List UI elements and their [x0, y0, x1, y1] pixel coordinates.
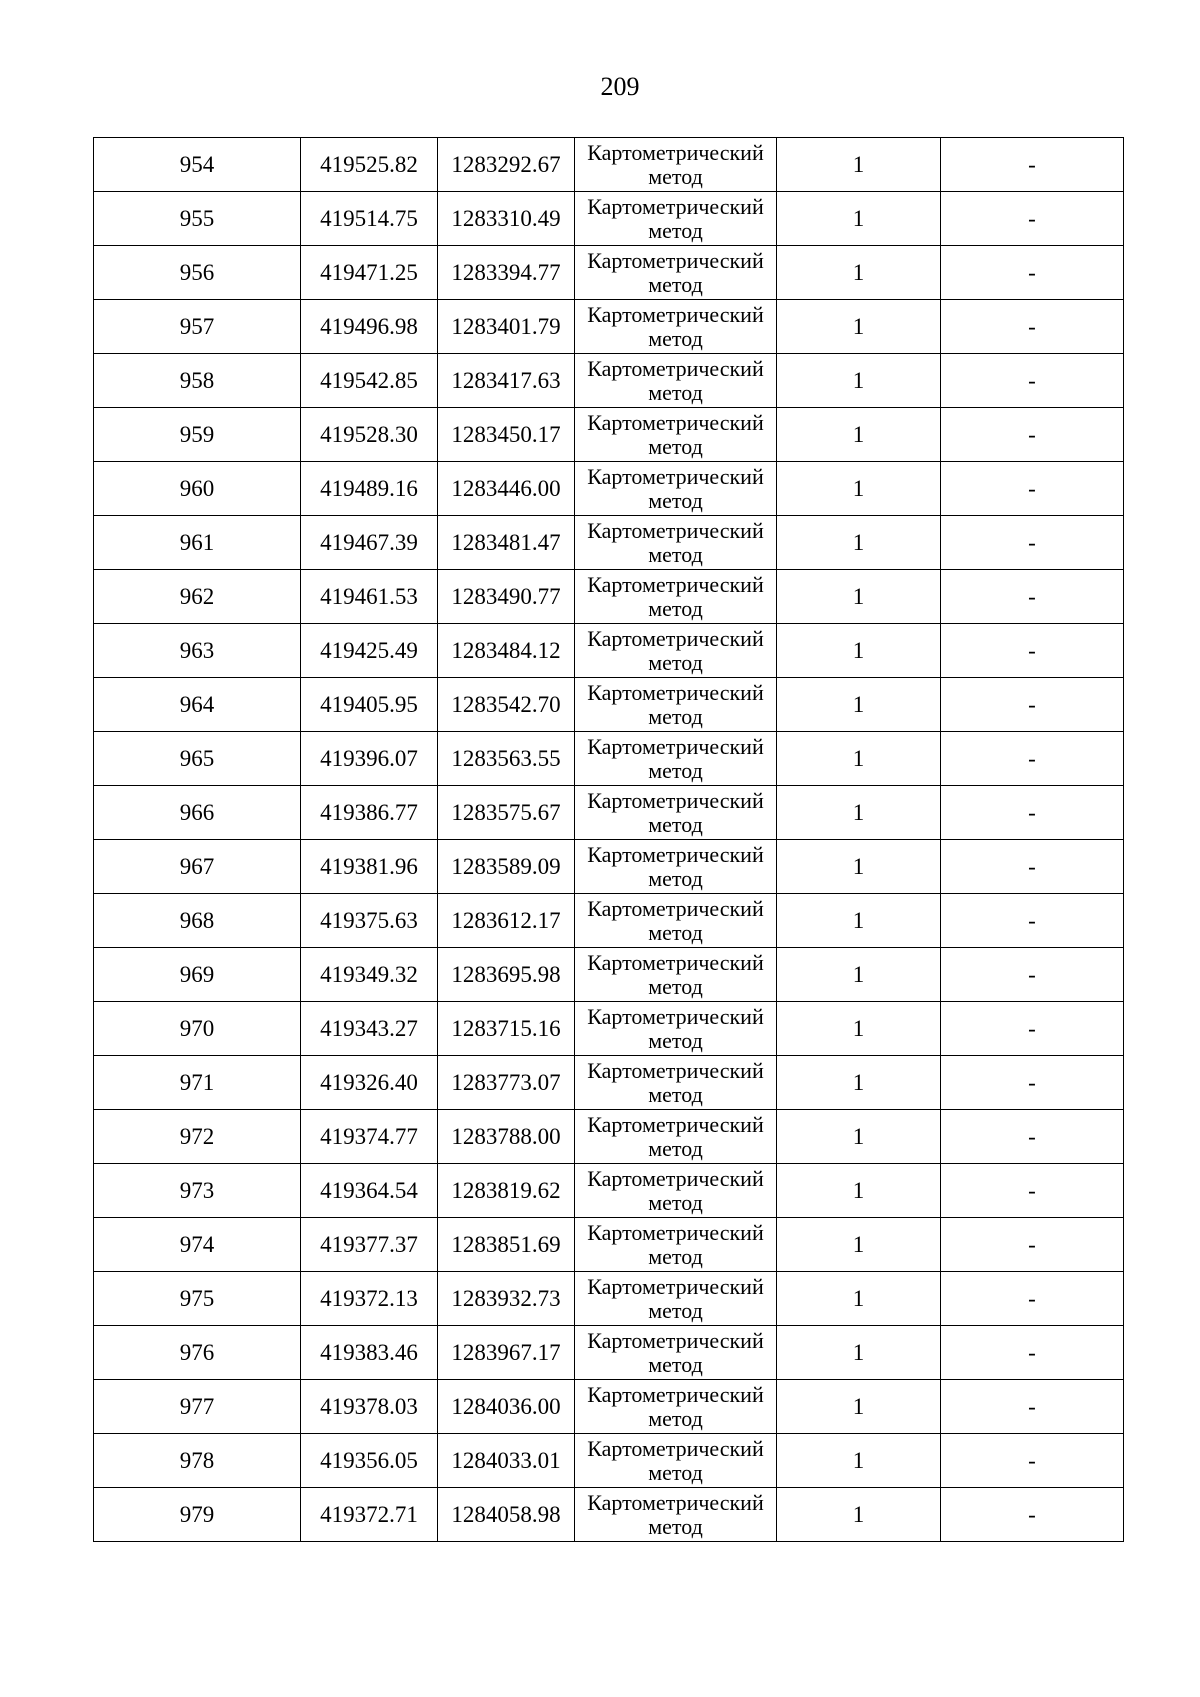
method-label-line2: метод: [648, 163, 703, 189]
method-label-line2: метод: [648, 1351, 703, 1377]
note-cell: -: [941, 300, 1124, 354]
table-row: [94, 192, 1124, 246]
table-row: [94, 1326, 1124, 1380]
accuracy-cell: 1: [777, 1002, 941, 1056]
method-label-line1: Картометрический: [587, 463, 764, 489]
method-label-line2: метод: [648, 1027, 703, 1053]
method-label-line2: метод: [648, 1189, 703, 1215]
coordinate-x-cell: 419467.39: [301, 516, 438, 570]
method-label-line2: метод: [648, 595, 703, 621]
point-number-cell: 977: [94, 1380, 301, 1434]
method-label-line1: Картометрический: [587, 1219, 764, 1245]
coordinate-x-cell: 419386.77: [301, 786, 438, 840]
method-cell: [575, 408, 777, 462]
method-cell: [575, 678, 777, 732]
method-cell: [575, 1434, 777, 1488]
method-label-line1: Картометрический: [587, 895, 764, 921]
method-cell: [575, 1218, 777, 1272]
coordinate-x-cell: 419356.05: [301, 1434, 438, 1488]
table-row: [94, 246, 1124, 300]
method-label-line2: метод: [648, 379, 703, 405]
point-number-cell: 974: [94, 1218, 301, 1272]
coordinate-x-cell: 419349.32: [301, 948, 438, 1002]
point-number-cell: 963: [94, 624, 301, 678]
method-label-line2: метод: [648, 325, 703, 351]
coordinate-y-cell: 1284033.01: [438, 1434, 575, 1488]
coordinate-x-cell: 419525.82: [301, 138, 438, 192]
accuracy-cell: 1: [777, 1326, 941, 1380]
coordinate-x-cell: 419542.85: [301, 354, 438, 408]
method-cell: [575, 570, 777, 624]
point-number-cell: 975: [94, 1272, 301, 1326]
method-label-line2: метод: [648, 865, 703, 891]
accuracy-cell: 1: [777, 1218, 941, 1272]
table-row: [94, 300, 1124, 354]
method-label-line1: Картометрический: [587, 571, 764, 597]
coordinate-x-cell: 419326.40: [301, 1056, 438, 1110]
point-number-cell: 967: [94, 840, 301, 894]
note-cell: -: [941, 624, 1124, 678]
accuracy-cell: 1: [777, 1110, 941, 1164]
method-label-line1: Картометрический: [587, 787, 764, 813]
accuracy-cell: 1: [777, 462, 941, 516]
coordinate-y-cell: 1283481.47: [438, 516, 575, 570]
table-row: [94, 948, 1124, 1002]
accuracy-cell: 1: [777, 354, 941, 408]
table-row: [94, 1434, 1124, 1488]
table-row: [94, 786, 1124, 840]
point-number-cell: 956: [94, 246, 301, 300]
accuracy-cell: 1: [777, 246, 941, 300]
point-number-cell: 964: [94, 678, 301, 732]
method-label-line1: Картометрический: [587, 625, 764, 651]
accuracy-cell: 1: [777, 624, 941, 678]
table-row: [94, 894, 1124, 948]
method-cell: [575, 1488, 777, 1542]
note-cell: -: [941, 408, 1124, 462]
table-row: [94, 1380, 1124, 1434]
method-label-line1: Картометрический: [587, 1489, 764, 1515]
accuracy-cell: 1: [777, 300, 941, 354]
coordinate-y-cell: 1283542.70: [438, 678, 575, 732]
point-number-cell: 968: [94, 894, 301, 948]
point-number-cell: 970: [94, 1002, 301, 1056]
note-cell: -: [941, 732, 1124, 786]
method-label-line1: Картометрический: [587, 1327, 764, 1353]
note-cell: -: [941, 1002, 1124, 1056]
method-cell: [575, 138, 777, 192]
coordinate-y-cell: 1283490.77: [438, 570, 575, 624]
method-label-line1: Картометрический: [587, 1435, 764, 1461]
note-cell: -: [941, 1434, 1124, 1488]
point-number-cell: 972: [94, 1110, 301, 1164]
method-label-line2: метод: [648, 487, 703, 513]
method-label-line1: Картометрический: [587, 409, 764, 435]
method-cell: [575, 732, 777, 786]
coordinate-x-cell: 419528.30: [301, 408, 438, 462]
coordinate-y-cell: 1284058.98: [438, 1488, 575, 1542]
method-cell: [575, 1056, 777, 1110]
accuracy-cell: 1: [777, 894, 941, 948]
point-number-cell: 955: [94, 192, 301, 246]
coordinates-table: [93, 137, 1124, 1542]
table-row: [94, 1272, 1124, 1326]
method-cell: [575, 1380, 777, 1434]
coordinate-y-cell: 1283773.07: [438, 1056, 575, 1110]
table-row: [94, 1110, 1124, 1164]
coordinate-x-cell: 419343.27: [301, 1002, 438, 1056]
note-cell: -: [941, 1164, 1124, 1218]
method-label-line2: метод: [648, 757, 703, 783]
method-label-line2: метод: [648, 433, 703, 459]
table-row: [94, 1218, 1124, 1272]
coordinate-y-cell: 1283788.00: [438, 1110, 575, 1164]
method-label-line2: метод: [648, 973, 703, 999]
note-cell: -: [941, 948, 1124, 1002]
coordinate-y-cell: 1283394.77: [438, 246, 575, 300]
coordinate-y-cell: 1283851.69: [438, 1218, 575, 1272]
table-row: [94, 408, 1124, 462]
table-row: [94, 138, 1124, 192]
point-number-cell: 965: [94, 732, 301, 786]
coordinate-y-cell: 1283695.98: [438, 948, 575, 1002]
note-cell: -: [941, 1380, 1124, 1434]
note-cell: -: [941, 894, 1124, 948]
coordinate-x-cell: 419372.13: [301, 1272, 438, 1326]
note-cell: -: [941, 1488, 1124, 1542]
method-label-line1: Картометрический: [587, 1381, 764, 1407]
method-label-line1: Картометрический: [587, 1057, 764, 1083]
coordinate-x-cell: 419375.63: [301, 894, 438, 948]
table-row: [94, 462, 1124, 516]
method-cell: [575, 516, 777, 570]
note-cell: -: [941, 1326, 1124, 1380]
point-number-cell: 961: [94, 516, 301, 570]
coordinate-y-cell: 1283292.67: [438, 138, 575, 192]
method-cell: [575, 1164, 777, 1218]
note-cell: -: [941, 678, 1124, 732]
accuracy-cell: 1: [777, 192, 941, 246]
point-number-cell: 976: [94, 1326, 301, 1380]
accuracy-cell: 1: [777, 1056, 941, 1110]
coordinate-y-cell: 1283310.49: [438, 192, 575, 246]
method-label-line1: Картометрический: [587, 1273, 764, 1299]
method-cell: [575, 894, 777, 948]
accuracy-cell: 1: [777, 1164, 941, 1218]
method-label-line1: Картометрический: [587, 247, 764, 273]
point-number-cell: 971: [94, 1056, 301, 1110]
coordinate-x-cell: 419496.98: [301, 300, 438, 354]
point-number-cell: 960: [94, 462, 301, 516]
coordinate-y-cell: 1283563.55: [438, 732, 575, 786]
note-cell: -: [941, 570, 1124, 624]
method-cell: [575, 354, 777, 408]
point-number-cell: 978: [94, 1434, 301, 1488]
method-cell: [575, 624, 777, 678]
coordinate-y-cell: 1283932.73: [438, 1272, 575, 1326]
point-number-cell: 969: [94, 948, 301, 1002]
coordinate-y-cell: 1283612.17: [438, 894, 575, 948]
accuracy-cell: 1: [777, 408, 941, 462]
point-number-cell: 962: [94, 570, 301, 624]
page-number: 209: [600, 72, 640, 101]
coordinate-x-cell: 419364.54: [301, 1164, 438, 1218]
coordinate-x-cell: 419489.16: [301, 462, 438, 516]
note-cell: -: [941, 786, 1124, 840]
table-row: [94, 354, 1124, 408]
method-label-line1: Картометрический: [587, 139, 764, 165]
method-label-line1: Картометрический: [587, 301, 764, 327]
method-label-line1: Картометрический: [587, 733, 764, 759]
method-label-line2: метод: [648, 217, 703, 243]
coordinate-x-cell: 419378.03: [301, 1380, 438, 1434]
accuracy-cell: 1: [777, 948, 941, 1002]
accuracy-cell: 1: [777, 1380, 941, 1434]
method-label-line2: метод: [648, 703, 703, 729]
method-label-line2: метод: [648, 271, 703, 297]
point-number-cell: 973: [94, 1164, 301, 1218]
coordinate-y-cell: 1283819.62: [438, 1164, 575, 1218]
accuracy-cell: 1: [777, 516, 941, 570]
point-number-cell: 957: [94, 300, 301, 354]
method-label-line2: метод: [648, 1297, 703, 1323]
point-number-cell: 958: [94, 354, 301, 408]
method-cell: [575, 840, 777, 894]
note-cell: -: [941, 840, 1124, 894]
accuracy-cell: 1: [777, 1488, 941, 1542]
method-cell: [575, 1002, 777, 1056]
accuracy-cell: 1: [777, 840, 941, 894]
coordinate-x-cell: 419374.77: [301, 1110, 438, 1164]
method-label-line2: метод: [648, 1513, 703, 1539]
method-label-line1: Картометрический: [587, 517, 764, 543]
table-row: [94, 732, 1124, 786]
method-label-line2: метод: [648, 1135, 703, 1161]
note-cell: -: [941, 1272, 1124, 1326]
method-label-line1: Картометрический: [587, 679, 764, 705]
note-cell: -: [941, 516, 1124, 570]
coordinates-table-body: [94, 138, 1124, 1542]
coordinate-y-cell: 1283589.09: [438, 840, 575, 894]
method-label-line2: метод: [648, 1243, 703, 1269]
coordinate-y-cell: 1283446.00: [438, 462, 575, 516]
method-cell: [575, 192, 777, 246]
table-row: [94, 678, 1124, 732]
coordinate-x-cell: 419471.25: [301, 246, 438, 300]
accuracy-cell: 1: [777, 1272, 941, 1326]
accuracy-cell: 1: [777, 786, 941, 840]
method-cell: [575, 786, 777, 840]
note-cell: -: [941, 1056, 1124, 1110]
note-cell: -: [941, 1218, 1124, 1272]
method-label-line2: метод: [648, 541, 703, 567]
coordinate-y-cell: 1283715.16: [438, 1002, 575, 1056]
coordinate-x-cell: 419383.46: [301, 1326, 438, 1380]
table-row: [94, 624, 1124, 678]
coordinate-x-cell: 419461.53: [301, 570, 438, 624]
method-label-line1: Картометрический: [587, 1003, 764, 1029]
coordinate-x-cell: 419372.71: [301, 1488, 438, 1542]
coordinate-y-cell: 1283575.67: [438, 786, 575, 840]
table-row: [94, 1164, 1124, 1218]
method-label-line2: метод: [648, 1459, 703, 1485]
method-label-line1: Картометрический: [587, 1111, 764, 1137]
coordinate-y-cell: 1283484.12: [438, 624, 575, 678]
table-row: [94, 1056, 1124, 1110]
accuracy-cell: 1: [777, 138, 941, 192]
method-label-line2: метод: [648, 811, 703, 837]
method-label-line1: Картометрический: [587, 841, 764, 867]
coordinate-x-cell: 419405.95: [301, 678, 438, 732]
method-cell: [575, 1272, 777, 1326]
point-number-cell: 966: [94, 786, 301, 840]
method-cell: [575, 948, 777, 1002]
method-cell: [575, 1110, 777, 1164]
coordinate-y-cell: 1284036.00: [438, 1380, 575, 1434]
accuracy-cell: 1: [777, 678, 941, 732]
coordinate-x-cell: 419514.75: [301, 192, 438, 246]
method-label-line1: Картометрический: [587, 355, 764, 381]
coordinate-y-cell: 1283401.79: [438, 300, 575, 354]
note-cell: -: [941, 462, 1124, 516]
method-label-line2: метод: [648, 1081, 703, 1107]
method-label-line2: метод: [648, 1405, 703, 1431]
method-label-line1: Картометрический: [587, 949, 764, 975]
table-row: [94, 1002, 1124, 1056]
coordinate-x-cell: 419377.37: [301, 1218, 438, 1272]
table-row: [94, 516, 1124, 570]
point-number-cell: 954: [94, 138, 301, 192]
note-cell: -: [941, 1110, 1124, 1164]
note-cell: -: [941, 192, 1124, 246]
accuracy-cell: 1: [777, 1434, 941, 1488]
method-label-line1: Картометрический: [587, 193, 764, 219]
coordinate-x-cell: 419396.07: [301, 732, 438, 786]
accuracy-cell: 1: [777, 732, 941, 786]
coordinate-y-cell: 1283450.17: [438, 408, 575, 462]
point-number-cell: 959: [94, 408, 301, 462]
accuracy-cell: 1: [777, 570, 941, 624]
note-cell: -: [941, 354, 1124, 408]
method-cell: [575, 1326, 777, 1380]
coordinate-y-cell: 1283417.63: [438, 354, 575, 408]
table-row: [94, 1488, 1124, 1542]
table-row: [94, 570, 1124, 624]
method-label-line2: метод: [648, 649, 703, 675]
coordinate-x-cell: 419381.96: [301, 840, 438, 894]
method-label-line2: метод: [648, 919, 703, 945]
coordinate-y-cell: 1283967.17: [438, 1326, 575, 1380]
method-label-line1: Картометрический: [587, 1165, 764, 1191]
point-number-cell: 979: [94, 1488, 301, 1542]
method-cell: [575, 246, 777, 300]
coordinate-x-cell: 419425.49: [301, 624, 438, 678]
method-cell: [575, 300, 777, 354]
table-row: [94, 840, 1124, 894]
method-cell: [575, 462, 777, 516]
note-cell: -: [941, 246, 1124, 300]
note-cell: -: [941, 138, 1124, 192]
